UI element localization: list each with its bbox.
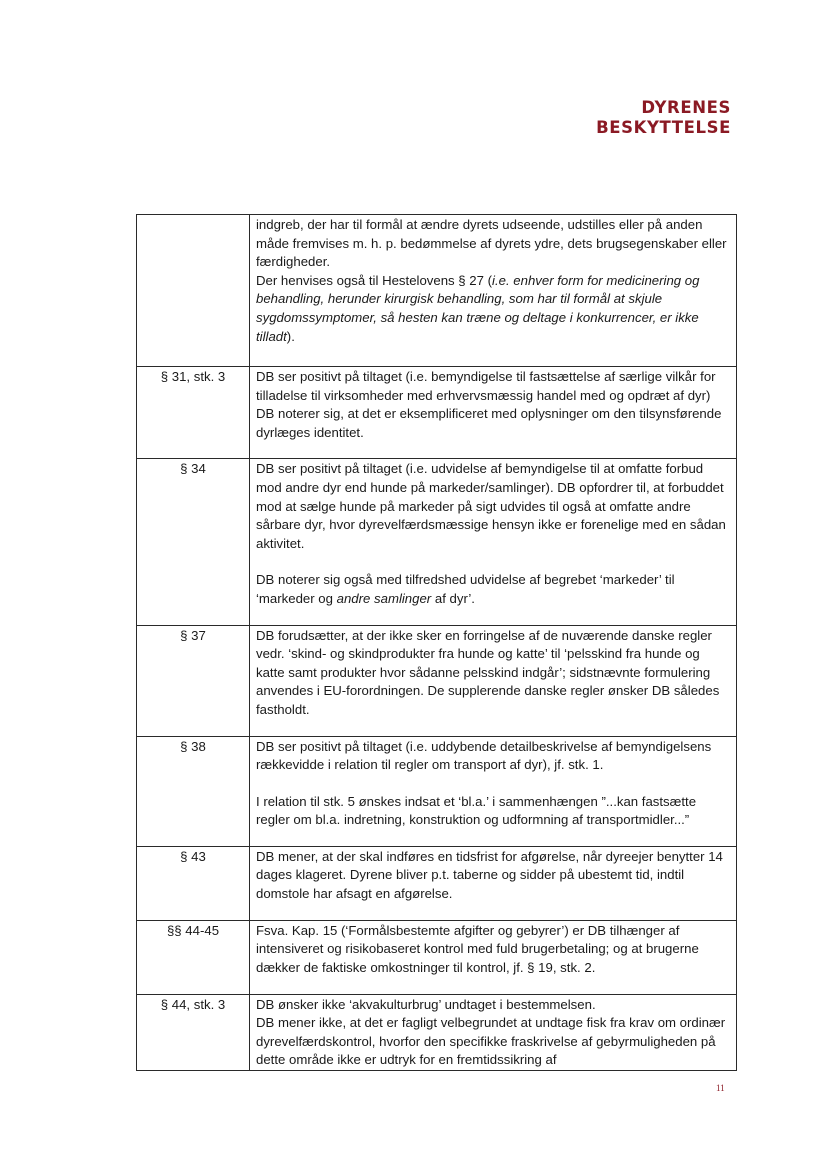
table-row — [137, 367, 737, 459]
italic-text: i.e. enhver form for medicinering og behandling, herunder kirurgisk behandling, som har til formål at skjule sygdomssymptomer, så hesten kan træne og deltage i konkurrencer, er ikke tilladt — [256, 272, 700, 344]
comment-cell — [250, 367, 737, 459]
logo-line-2: BESKYTTELSE — [596, 118, 731, 137]
section-cell: § 44, stk. 3 — [137, 994, 250, 1070]
comment-cell — [250, 846, 737, 920]
comment-paragraph: Fsva. Kap. 15 (‘Formålsbestemte afgifter og gebyrer’) er DB tilhænger af intensiveret og risikobaseret kontrol med fuld brugerbetaling; og at brugerne dækker de faktiske omkostninger til kontrol, jf. § 19, stk. 2. — [256, 922, 699, 976]
comment-paragraph: DB ser positivt på tiltaget (i.e. bemyndigelse til fastsættelse af særlige vilkår for tilladelse til virksomheder med erhvervsmæssig handel med og opdræt af dyr) — [256, 369, 716, 403]
section-cell: § 37 — [137, 625, 250, 736]
comment-paragraph: DB mener, at der skal indføres en tidsfrist for afgørelse, når dyreejer benytter 14 dages klageret. Dyrene bliver p.t. taberne og sidder på ubestemt tid, indtil domstole har afsagt en afgørelse. — [256, 848, 723, 902]
comment-paragraph: DB noterer sig, at det er eksemplificeret med oplysninger om den tilsynsførende dyrlæges identitet. — [256, 406, 722, 440]
italic-text: andre samlinger — [336, 590, 432, 606]
comment-paragraph — [256, 571, 730, 608]
page-number: 11 — [716, 1083, 725, 1093]
comment-cell — [250, 736, 737, 846]
table-row — [137, 459, 737, 625]
text-span: ). — [286, 328, 295, 344]
comment-paragraph: DB forudsætter, at der ikke sker en forringelse af de nuværende danske regler vedr. ‘skind- og skindprodukter fra hunde og katte’ til ‘pelsskind fra hunde og katte samt produkter hvor sådanne pelsskind indgår’; sidstnævnte formulering anvendes i EU-forordningen. De supplerende danske regler ønsker DB således fastholdt. — [256, 627, 720, 717]
section-cell — [137, 215, 250, 367]
section-cell: § 43 — [137, 846, 250, 920]
comment-cell — [250, 215, 737, 367]
table-row — [137, 994, 737, 1070]
comment-paragraph: indgreb, der har til formål at ændre dyrets udseende, udstilles eller på anden måde fremvises m. h. p. bedømmelse af dyrets ydre, dets brugsegenskaber eller færdigheder. — [256, 217, 727, 270]
text-span: DB noterer sig også med tilfredshed udvidelse af begrebet ‘markeder’ til ‘markeder og — [256, 572, 675, 606]
comment-cell — [250, 994, 737, 1070]
comment-cell — [250, 459, 737, 625]
section-cell: §§ 44-45 — [137, 920, 250, 994]
comment-cell — [250, 625, 737, 736]
comment-paragraph: DB ser positivt på tiltaget (i.e. udvidelse af bemyndigelse til at omfatte forbud mod andre dyr end hunde på markeder/samlinger). DB opfordrer til, at forbuddet mod at sælge hunde på markeder på sigt udvides til også at omfatte andre sårbare dyr, hvor dyrevelfærdsmæssige hensyn ikke er forenelige med en sådan aktivitet. — [256, 461, 726, 551]
consultation-table — [136, 214, 737, 1071]
table-row — [137, 920, 737, 994]
section-cell: § 34 — [137, 459, 250, 625]
table-row — [137, 215, 737, 367]
comment-paragraph — [256, 272, 730, 346]
comment-cell — [250, 920, 737, 994]
brand-logo — [596, 98, 731, 138]
comment-paragraph: I relation til stk. 5 ønskes indsat et ‘bl.a.’ i sammenhængen ”...kan fastsætte regler om bl.a. indretning, konstruktion og udformning af transportmidler...” — [256, 793, 697, 828]
comment-paragraph: DB ser positivt på tiltaget (i.e. uddybende detailbeskrivelse af bemyndigelsens rækkevidde i relation til regler om transport af dyr), jf. stk. 1. — [256, 738, 712, 773]
table-row — [137, 736, 737, 846]
table-row — [137, 625, 737, 736]
text-span: af dyr’. — [431, 590, 475, 606]
section-cell: § 38 — [137, 736, 250, 846]
logo-line-1: DYRENES — [641, 98, 731, 117]
comment-paragraph: DB ønsker ikke ‘akvakulturbrug’ undtaget i bestemmelsen. — [256, 996, 596, 1012]
text-span: Der henvises også til Hestelovens § 27 ( — [256, 272, 493, 288]
table-row — [137, 846, 737, 920]
section-cell: § 31, stk. 3 — [137, 367, 250, 459]
comment-paragraph: DB mener ikke, at det er fagligt velbegrundet at undtage fisk fra krav om ordinær dyrevelfærdskontrol, hvorfor den specifikke fraskrivelse af gebyrmuligheden på dette område ikke er udtryk for en fremtidssikring af — [256, 1015, 726, 1068]
